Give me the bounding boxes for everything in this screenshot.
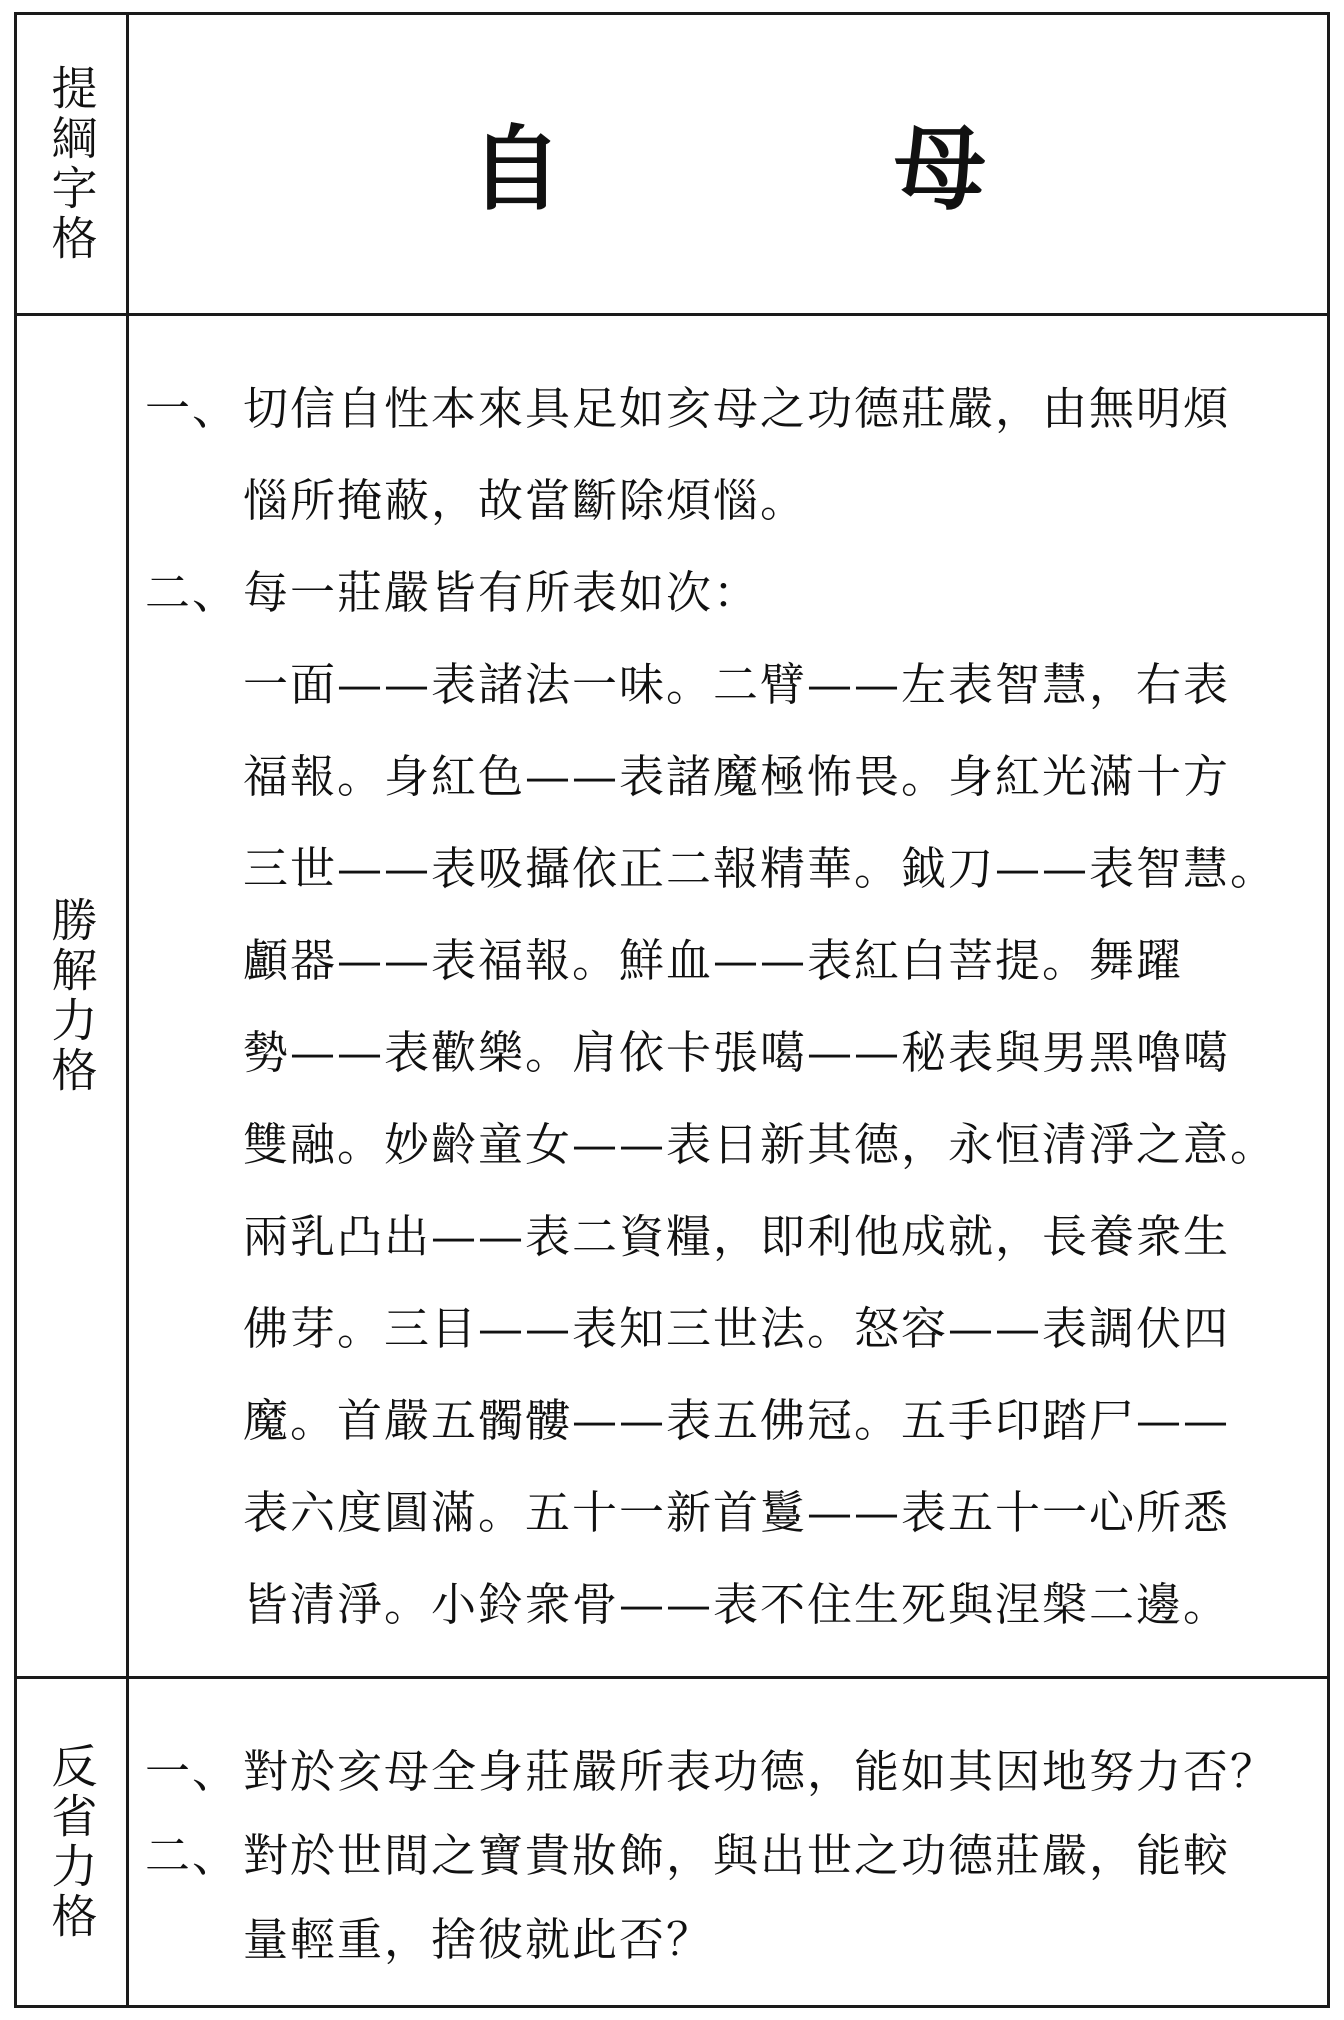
- explanation-item-2-num: 二、: [145, 566, 240, 619]
- explanation-item-1-num: 一、: [145, 382, 240, 435]
- explanation-item-2-line-1: 每一莊嚴皆有所表如次：: [243, 566, 761, 619]
- reflection-label: 反省力格: [44, 1742, 99, 1942]
- reflection-item-2-line-2: 量輕重，捨彼就此否？: [243, 1913, 714, 1966]
- reflection-item-1-line-1: 對於亥母全身莊嚴所表功德，能如其因地努力否？: [243, 1745, 1278, 1798]
- explanation-item-2-line-12: 皆清淨。小鈴衆骨——表不住生死與涅槃二邊。: [243, 1578, 1231, 1631]
- explanation-label-cell: [17, 316, 129, 1676]
- document-table: [14, 12, 1330, 2008]
- explanation-item-2-line-2: 一面——表諸法一味。二臂——左表智慧，右表: [243, 658, 1231, 711]
- explanation-content-cell: [129, 316, 1327, 1676]
- header-row: [17, 15, 1327, 316]
- explanation-item-2-line-9: 佛芽。三目——表知三世法。怒容——表調伏四: [243, 1302, 1231, 1355]
- header-content-cell: [129, 15, 1327, 313]
- explanation-item-2-line-8: 兩乳凸出——表二資糧，即利他成就，長養衆生: [243, 1210, 1231, 1263]
- reflection-row: [17, 1679, 1327, 2005]
- page-title: 自 母: [469, 115, 1106, 223]
- explanation-item-2-line-11: 表六度圓滿。五十一新首鬘——表五十一心所悉: [243, 1486, 1231, 1539]
- header-label-cell: [17, 15, 129, 313]
- reflection-label-cell: [17, 1679, 129, 2005]
- explanation-item-1-line-1: 切信自性本來具足如亥母之功德莊嚴，由無明煩: [243, 382, 1231, 435]
- explanation-item-2-line-6: 勢——表歡樂。肩依卡張噶——秘表與男黑嚕噶: [243, 1026, 1231, 1079]
- explanation-item-2-line-7: 雙融。妙齡童女——表日新其德，永恒清淨之意。: [243, 1118, 1278, 1171]
- explanation-row: [17, 316, 1327, 1679]
- explanation-label: 勝解力格: [44, 896, 99, 1096]
- explanation-item-1-line-2: 惱所掩蔽，故當斷除煩惱。: [243, 474, 808, 527]
- reflection-item-2-line-1: 對於世間之寶貴妝飾，與出世之功德莊嚴，能較: [243, 1829, 1231, 1882]
- reflection-item-2-num: 二、: [145, 1829, 240, 1882]
- reflection-item-1-num: 一、: [145, 1745, 240, 1798]
- explanation-item-2-line-3: 福報。身紅色——表諸魔極怖畏。身紅光滿十方: [243, 750, 1231, 803]
- explanation-item-2-line-10: 魔。首嚴五髑髏——表五佛冠。五手印踏尸——: [243, 1394, 1231, 1447]
- explanation-item-2-line-5: 顱器——表福報。鮮血——表紅白菩提。舞躍: [243, 934, 1184, 987]
- explanation-item-2-line-4: 三世——表吸攝依正二報精華。鉞刀——表智慧。: [243, 842, 1278, 895]
- reflection-content-cell: [129, 1679, 1327, 2005]
- header-label: 提綱字格: [44, 64, 99, 264]
